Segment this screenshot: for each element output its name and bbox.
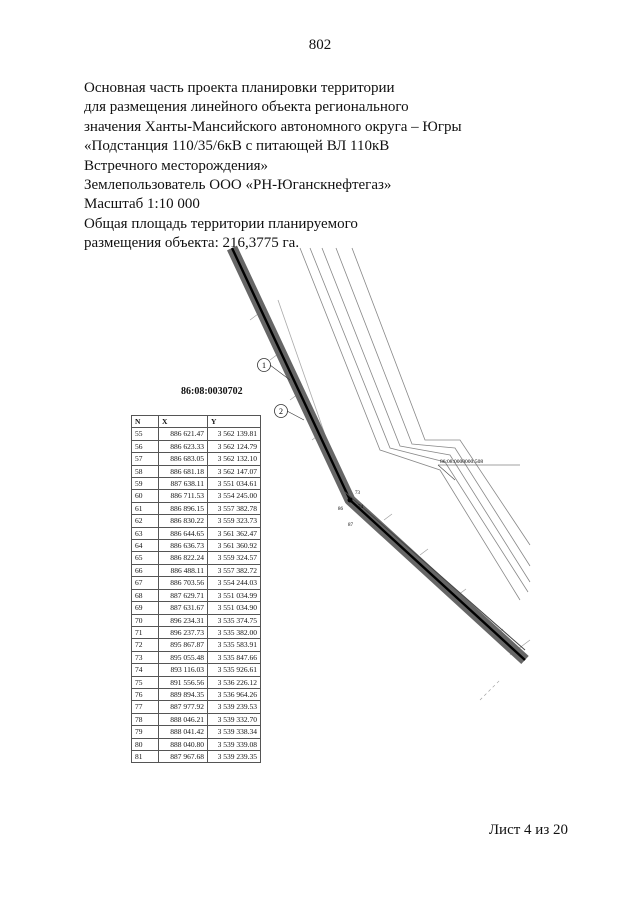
table-header-row bbox=[132, 416, 261, 428]
table-cell-n: 69 bbox=[132, 602, 159, 614]
sheet-number: Лист 4 из 20 bbox=[488, 822, 568, 838]
table-cell-n: 62 bbox=[132, 515, 159, 527]
table-cell-n: 78 bbox=[132, 713, 159, 725]
power-line-corridor bbox=[232, 248, 525, 660]
table-cell-x: 888 046.21 bbox=[159, 713, 208, 725]
table-row bbox=[132, 502, 261, 514]
table-cell-x: 887 638.11 bbox=[159, 478, 208, 490]
table-row bbox=[132, 738, 261, 750]
table-cell-y: 3 539 339.08 bbox=[208, 738, 261, 750]
table-cell-x: 896 234.31 bbox=[159, 614, 208, 626]
table-cell-y: 3 562 132.10 bbox=[208, 453, 261, 465]
table-cell-n: 56 bbox=[132, 440, 159, 452]
table-cell-y: 3 535 374.75 bbox=[208, 614, 261, 626]
point-label: 74 bbox=[358, 505, 363, 510]
table-cell-y: 3 539 332.70 bbox=[208, 713, 261, 725]
parcel-label-road: 86:08:0000000:508 bbox=[440, 459, 484, 465]
table-cell-y: 3 535 847.66 bbox=[208, 651, 261, 663]
table-row bbox=[132, 602, 261, 614]
table-cell-n: 61 bbox=[132, 502, 159, 514]
table-cell-y: 3 562 124.79 bbox=[208, 440, 261, 452]
site-plan-map bbox=[0, 245, 640, 805]
column-header-n: N bbox=[132, 416, 159, 428]
table-cell-x: 893 116.03 bbox=[159, 664, 208, 676]
table-row bbox=[132, 726, 261, 738]
table-row bbox=[132, 465, 261, 477]
table-cell-n: 59 bbox=[132, 478, 159, 490]
table-cell-x: 888 040.80 bbox=[159, 738, 208, 750]
table-cell-n: 77 bbox=[132, 701, 159, 713]
table-cell-y: 3 551 034.90 bbox=[208, 602, 261, 614]
table-cell-n: 66 bbox=[132, 564, 159, 576]
header-line: «Подстанция 110/35/6кВ с питающей ВЛ 110кВ bbox=[84, 138, 390, 155]
table-row bbox=[132, 478, 261, 490]
table-cell-n: 81 bbox=[132, 750, 159, 762]
table-row bbox=[132, 428, 261, 440]
header-line: Встречного месторождения» bbox=[84, 157, 269, 174]
table-row bbox=[132, 664, 261, 676]
table-cell-x: 887 631.67 bbox=[159, 602, 208, 614]
table-body bbox=[132, 428, 261, 763]
header-line: размещения объекта: 216,3775 га. bbox=[84, 235, 300, 252]
table-cell-x: 891 556.56 bbox=[159, 676, 208, 688]
point-label: 73 bbox=[355, 491, 360, 496]
table-cell-n: 64 bbox=[132, 540, 159, 552]
table-cell-n: 76 bbox=[132, 688, 159, 700]
table-row bbox=[132, 540, 261, 552]
table-cell-x: 886 683.05 bbox=[159, 453, 208, 465]
marker-2 bbox=[275, 405, 288, 418]
table-cell-x: 886 681.18 bbox=[159, 465, 208, 477]
table-row bbox=[132, 453, 261, 465]
table-cell-x: 886 830.22 bbox=[159, 515, 208, 527]
table-row bbox=[132, 713, 261, 725]
table-cell-y: 3 562 147.07 bbox=[208, 465, 261, 477]
table-row bbox=[132, 515, 261, 527]
table-row bbox=[132, 701, 261, 713]
table-cell-x: 886 822.24 bbox=[159, 552, 208, 564]
table-cell-y: 3 551 034.99 bbox=[208, 589, 261, 601]
table-cell-x: 886 636.73 bbox=[159, 540, 208, 552]
table-cell-y: 3 562 139.81 bbox=[208, 428, 261, 440]
table-row bbox=[132, 676, 261, 688]
table-cell-x: 886 644.65 bbox=[159, 527, 208, 539]
table-row bbox=[132, 651, 261, 663]
table-cell-x: 886 488.11 bbox=[159, 564, 208, 576]
table-cell-n: 73 bbox=[132, 651, 159, 663]
table-cell-y: 3 557 382.78 bbox=[208, 502, 261, 514]
marker-leader bbox=[287, 411, 304, 420]
table-row bbox=[132, 490, 261, 502]
table-row bbox=[132, 589, 261, 601]
table-cell-n: 67 bbox=[132, 577, 159, 589]
table-cell-x: 886 621.47 bbox=[159, 428, 208, 440]
table-cell-n: 65 bbox=[132, 552, 159, 564]
table-cell-x: 888 041.42 bbox=[159, 726, 208, 738]
table-row bbox=[132, 626, 261, 638]
table-cell-n: 72 bbox=[132, 639, 159, 651]
coordinates-table bbox=[131, 415, 261, 763]
table-row bbox=[132, 552, 261, 564]
table-cell-y: 3 535 382.00 bbox=[208, 626, 261, 638]
parcel-label-main: 86:08:0030702 bbox=[181, 386, 243, 397]
table-row bbox=[132, 750, 261, 762]
table-row bbox=[132, 527, 261, 539]
point-label: 86 bbox=[338, 507, 343, 512]
table-cell-x: 886 703.56 bbox=[159, 577, 208, 589]
table-cell-x: 887 977.92 bbox=[159, 701, 208, 713]
table-cell-y: 3 536 964.26 bbox=[208, 688, 261, 700]
table-cell-n: 70 bbox=[132, 614, 159, 626]
table-cell-x: 886 896.15 bbox=[159, 502, 208, 514]
table-row bbox=[132, 614, 261, 626]
table-cell-y: 3 559 323.73 bbox=[208, 515, 261, 527]
table-cell-y: 3 554 244.03 bbox=[208, 577, 261, 589]
table-cell-y: 3 535 926.61 bbox=[208, 664, 261, 676]
column-header-y: Y bbox=[208, 416, 261, 428]
table-cell-y: 3 557 382.72 bbox=[208, 564, 261, 576]
table-cell-x: 896 237.73 bbox=[159, 626, 208, 638]
table-cell-n: 63 bbox=[132, 527, 159, 539]
table-cell-x: 889 894.35 bbox=[159, 688, 208, 700]
table-cell-x: 895 055.48 bbox=[159, 651, 208, 663]
marker-1 bbox=[258, 359, 271, 372]
header-line: Землепользователь ООО «РН-Юганскнефтегаз» bbox=[84, 177, 392, 194]
table-row bbox=[132, 688, 261, 700]
svg-text:1: 1 bbox=[262, 361, 266, 370]
table-cell-y: 3 536 226.12 bbox=[208, 676, 261, 688]
svg-text:2: 2 bbox=[279, 407, 283, 416]
parcel-leader bbox=[438, 465, 455, 480]
table-cell-n: 75 bbox=[132, 676, 159, 688]
table-cell-y: 3 539 239.35 bbox=[208, 750, 261, 762]
table-cell-n: 79 bbox=[132, 726, 159, 738]
table-cell-n: 57 bbox=[132, 453, 159, 465]
table-cell-y: 3 561 360.92 bbox=[208, 540, 261, 552]
table-row bbox=[132, 577, 261, 589]
table-cell-x: 887 967.68 bbox=[159, 750, 208, 762]
header-line: Общая площадь территории планируемого bbox=[84, 215, 358, 232]
table-cell-n: 55 bbox=[132, 428, 159, 440]
table-cell-n: 71 bbox=[132, 626, 159, 638]
power-line-centerline bbox=[232, 248, 525, 660]
page-number: 802 bbox=[308, 37, 332, 53]
table-cell-y: 3 561 362.47 bbox=[208, 527, 261, 539]
table-cell-y: 3 539 338.34 bbox=[208, 726, 261, 738]
table-cell-n: 58 bbox=[132, 465, 159, 477]
header-line: для размещения линейного объекта регионального bbox=[84, 99, 409, 116]
table-cell-n: 68 bbox=[132, 589, 159, 601]
table-cell-n: 80 bbox=[132, 738, 159, 750]
table-cell-n: 60 bbox=[132, 490, 159, 502]
table-cell-x: 895 867.87 bbox=[159, 639, 208, 651]
table-cell-y: 3 551 034.61 bbox=[208, 478, 261, 490]
header-line: Основная часть проекта планировки территории bbox=[84, 80, 395, 96]
table-cell-y: 3 554 245.00 bbox=[208, 490, 261, 502]
turning-point bbox=[348, 498, 353, 503]
table-row bbox=[132, 440, 261, 452]
table-row bbox=[132, 639, 261, 651]
table-cell-x: 887 629.71 bbox=[159, 589, 208, 601]
table-cell-y: 3 535 583.91 bbox=[208, 639, 261, 651]
table-cell-n: 74 bbox=[132, 664, 159, 676]
table-row bbox=[132, 564, 261, 576]
table-cell-x: 886 711.53 bbox=[159, 490, 208, 502]
column-header-x: X bbox=[159, 416, 208, 428]
header-line: Масштаб 1:10 000 bbox=[84, 196, 200, 213]
table-cell-y: 3 539 239.53 bbox=[208, 701, 261, 713]
point-label: 87 bbox=[348, 523, 353, 528]
table-cell-y: 3 559 324.57 bbox=[208, 552, 261, 564]
table-cell-x: 886 623.33 bbox=[159, 440, 208, 452]
document-header bbox=[84, 79, 544, 254]
header-line: значения Ханты-Мансийского автономного округа – Югры bbox=[84, 118, 462, 135]
